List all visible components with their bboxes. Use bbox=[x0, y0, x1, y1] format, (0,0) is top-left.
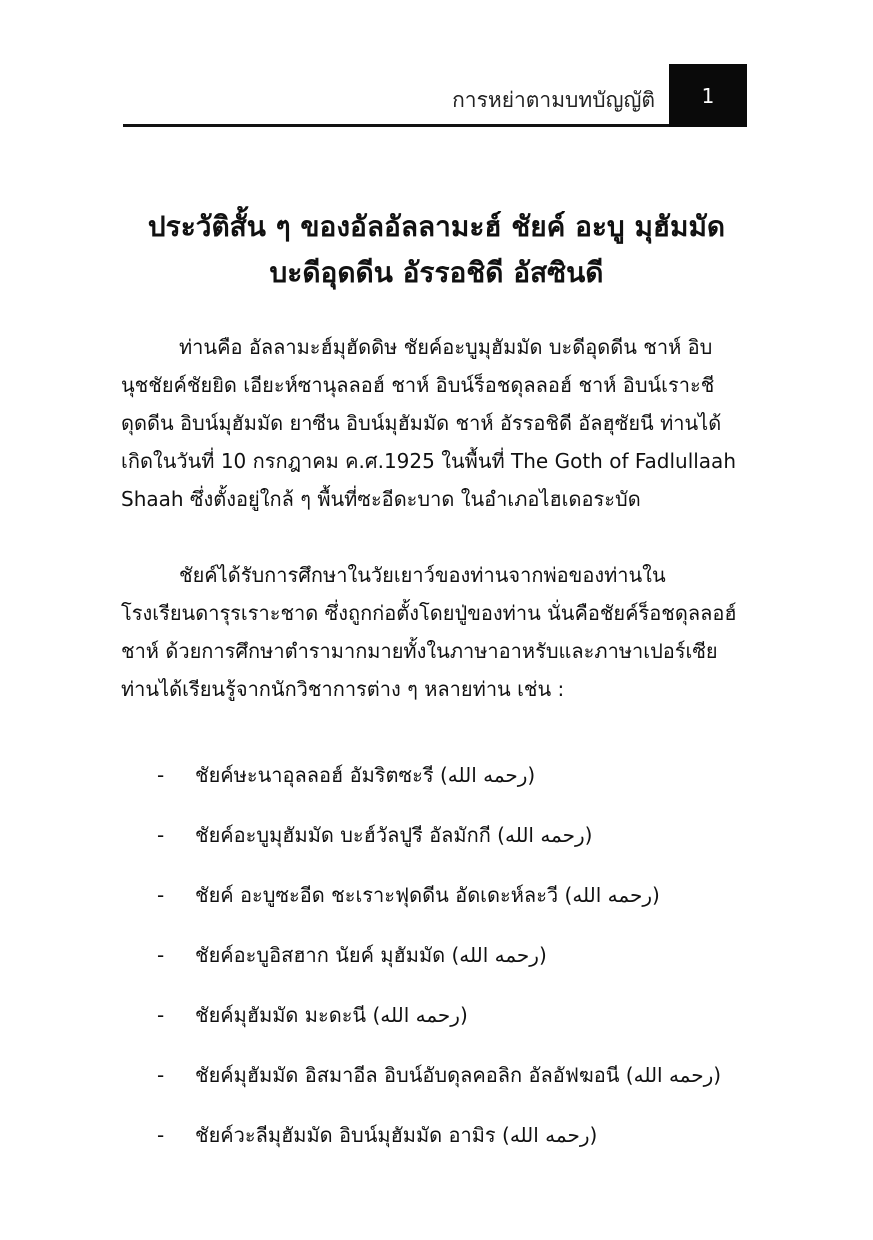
list-item bbox=[121, 816, 761, 876]
list-bullet: - bbox=[157, 1063, 165, 1087]
text-line: ชาห์ ด้วยการศึกษาตำรามากมายทั้งในภาษาอาหรับและภาษาเปอร์เซีย bbox=[121, 639, 718, 663]
text-line: เกิดในวันที่ 10 กรกฎาคม ค.ศ.1925 ในพื้นที่ The Goth of Fadlullaah bbox=[121, 449, 736, 473]
list-item bbox=[121, 876, 761, 936]
page-number-box bbox=[669, 64, 747, 127]
teacher-name: ชัยค์ษะนาอุลลอฮ์ อัมริตซะรี (رحمه الله) bbox=[195, 763, 536, 787]
teacher-name: ชัยค์วะลีมุฮัมมัด อิบน์มุฮัมมัด อามิร (رحمه الله) bbox=[195, 1123, 598, 1147]
list-bullet: - bbox=[157, 883, 165, 907]
list-item bbox=[121, 756, 761, 816]
list-item bbox=[121, 936, 761, 996]
education-paragraph bbox=[121, 556, 756, 708]
teacher-name: ชัยค์ อะบูซะอีด ชะเราะฟุดดีน อัดเดะห์ละวี (رحمه الله) bbox=[195, 883, 660, 907]
text-line: ดุดดีน อิบน์มุฮัมมัด ยาซีน อิบน์มุฮัมมัด ชาห์ อัรรอชิดี อัลฮุซัยนี ท่านได้ bbox=[121, 411, 722, 435]
text-line: ชัยค์ได้รับการศึกษาในวัยเยาว์ของท่านจากพ่อของท่านใน bbox=[179, 563, 666, 587]
teacher-name: ชัยค์มุฮัมมัด มะดะนี (رحمه الله) bbox=[195, 1003, 468, 1027]
biography-paragraph bbox=[121, 328, 756, 518]
text-line: Shaah ซึ่งตั้งอยู่ใกล้ ๆ พื้นที่ซะอีดะบาด ในอำเภอไฮเดอระบัด bbox=[121, 487, 641, 511]
list-item bbox=[121, 1116, 761, 1176]
list-bullet: - bbox=[157, 763, 165, 787]
section-title-line-2: บะดีอุดดีน อัรรอชิดี อัสซินดี bbox=[269, 256, 604, 289]
list-bullet: - bbox=[157, 1003, 165, 1027]
page-number: 1 bbox=[701, 83, 715, 108]
teacher-name: ชัยค์อะบูอิสฮาก นัยค์ มุฮัมมัด (رحمه الله) bbox=[195, 943, 547, 967]
list-bullet: - bbox=[157, 943, 165, 967]
text-line: โรงเรียนดารุรเราะชาด ซึ่งถูกก่อตั้งโดยปู่ของท่าน นั่นคือชัยค์ร็อชดุลลอฮ์ bbox=[121, 601, 737, 625]
page-header bbox=[123, 64, 747, 128]
list-item bbox=[121, 1056, 761, 1116]
text-line: ท่านได้เรียนรู้จากนักวิชาการต่าง ๆ หลายท่าน เช่น : bbox=[121, 677, 565, 701]
teacher-name: ชัยค์อะบูมุฮัมมัด บะฮ์วัลปูรี อัลมักกี (رحمه الله) bbox=[195, 823, 593, 847]
text-line: นุชชัยค์ชัยยิด เอียะห์ซานุลลอฮ์ ชาห์ อิบน์ร็อชดุลลอฮ์ ชาห์ อิบน์เราะชี bbox=[121, 373, 715, 397]
header-rule bbox=[123, 124, 669, 127]
list-bullet: - bbox=[157, 1123, 165, 1147]
list-bullet: - bbox=[157, 823, 165, 847]
running-title: การหย่าตามบทบัญญัติ bbox=[452, 88, 655, 112]
section-title-line-1: ประวัติสั้น ๆ ของอัลอัลลามะฮ์ ชัยค์ อะบู มุฮัมมัด bbox=[147, 210, 726, 243]
section-title bbox=[100, 204, 773, 296]
list-item bbox=[121, 996, 761, 1056]
teachers-list bbox=[121, 756, 761, 1176]
teacher-name: ชัยค์มุฮัมมัด อิสมาอีล อิบน์อับดุลคอลิก อัลอัฟฆอนี (رحمه الله) bbox=[195, 1063, 722, 1087]
text-line: ท่านคือ อัลลามะฮ์มุฮัดดิษ ชัยค์อะบูมุฮัมมัด บะดีอุดดีน ชาห์ อิบ bbox=[179, 335, 713, 359]
